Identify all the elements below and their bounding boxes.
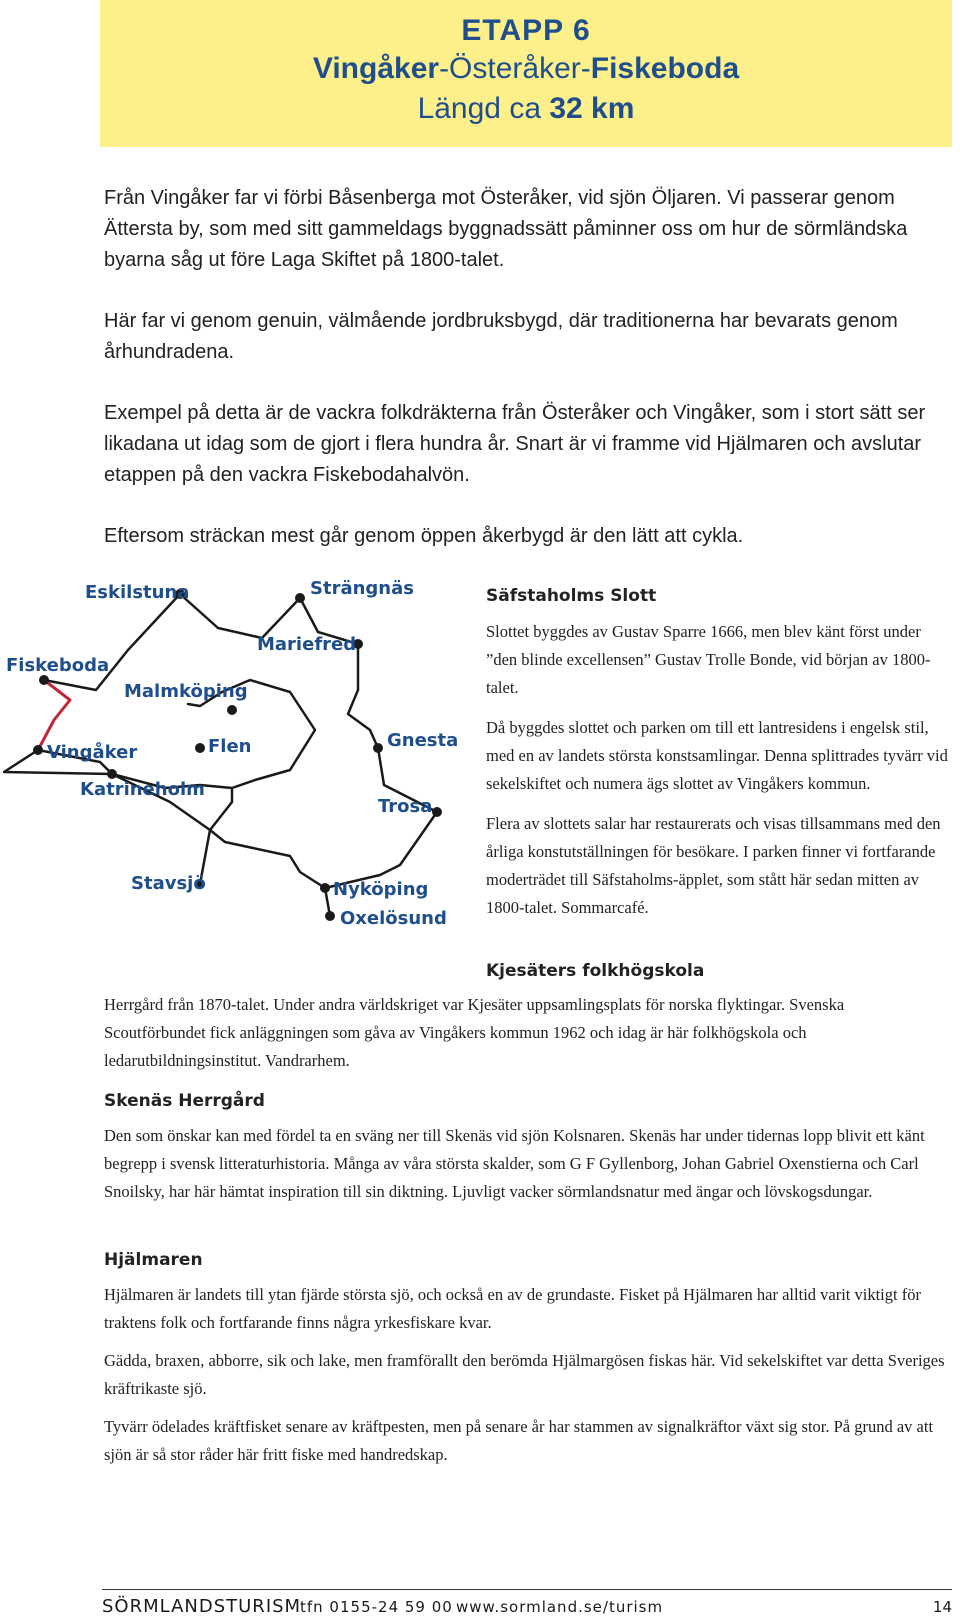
town-label-fiskeboda: Fiskeboda — [6, 655, 110, 676]
road-mariefred-gnesta — [348, 644, 378, 748]
stage-length — [100, 92, 952, 126]
town-label-gnesta: Gnesta — [387, 730, 459, 751]
section-paragraph: Hjälmaren är landets till ytan fjärde största sjö, och också en av de grundaste. Fisket på Hjälmaren har alltid varit viktigt för traktens folk och fortfarande finns några yrkesfiskare kvar. — [104, 1285, 921, 1332]
intro-paragraph: Här far vi genom genuin, välmående jordbruksbygd, där traditionerna har bevarats genom århundradena. — [104, 310, 898, 363]
town-label-nykoping: Nyköping — [333, 879, 429, 900]
stage-route — [100, 52, 952, 86]
section-paragraph: Flera av slottets salar har restaurerats och visas tillsammans med den årliga konstutställningen för besökare. I parken finner vi fortfarande moderträdet till Säfstaholms-äpplet, som stått här sedan mitten av 1800-talet. Sommarcafé. — [486, 814, 941, 917]
skenas-heading: Skenäs Herrgård — [104, 1091, 265, 1111]
marker-strangnas — [295, 593, 305, 603]
intro-text — [104, 183, 946, 582]
road-nykoping-flen — [210, 788, 325, 888]
marker-vingaker — [33, 745, 43, 755]
town-label-stavsjo: Stavsjö — [131, 873, 206, 894]
town-label-malmkoping: Malmköping — [124, 681, 248, 702]
town-label-eskilstuna: Eskilstuna — [85, 582, 190, 603]
town-label-mariefred: Mariefred — [257, 634, 357, 655]
section-heading: Säfstaholms Slott — [486, 586, 657, 606]
town-label-flen: Flen — [208, 736, 252, 757]
marker-fiskeboda — [39, 675, 49, 685]
length-value: 32 km — [549, 92, 635, 125]
footer-website: www.sormland.se/turism — [456, 1598, 664, 1616]
hjalmaren-heading: Hjälmaren — [104, 1250, 203, 1270]
marker-trosa — [432, 807, 442, 817]
kjesater-text — [104, 991, 946, 1085]
section-paragraph: Den som önskar kan med fördel ta en sväng ner till Skenäs vid sjön Kolsnaren. Skenäs har under tidernas lopp blivit ett känt begrepp i svensk litteraturhistoria. Många av våra största skalder, som G F Gyllenborg, Johan Gabriel Oxenstierna och Carl Snoilsky, har här hämtat inspiration till sin diktning. Ljuvligt vacker sörmlandsnatur med ängar och lövskogsdungar. — [104, 1126, 925, 1201]
section-paragraph: Herrgård från 1870-talet. Under andra världskriget var Kjesäter uppsamlingsplats för norska flyktingar. Svenska Scoutförbundet fick anläggningen som gåva av Vingåkers kommun 1962 och idag är här folkhögskola och ledarutbildningsinstitut. Vandrarhem. — [104, 995, 845, 1070]
footer-phone: tfn 0155-24 59 00 — [300, 1598, 453, 1616]
stage-header — [100, 0, 952, 147]
route-map — [0, 580, 470, 970]
skenas-text — [104, 1122, 946, 1216]
route-middle: -Österåker- — [439, 52, 591, 85]
stage-number: ETAPP 6 — [461, 14, 591, 47]
intro-paragraph: Exempel på detta är de vackra folkdräkterna från Österåker och Vingåker, som i stort sätt ser likadana ut idag som de gjort i flera hundra år. Snart är vi framme vid Hjälmaren och avslutar etappen på den vackra Fiskebodahalvön. — [104, 402, 926, 486]
town-label-vingaker: Vingåker — [47, 742, 138, 763]
page-footer — [102, 1589, 952, 1617]
section-paragraph: Slottet byggdes av Gustav Sparre 1666, men blev känt först under ”den blinde excellensen” Gustav Trolle Bonde, vid början av 1800-talet. — [486, 622, 931, 697]
road-trosa-nykoping — [325, 812, 437, 888]
marker-katrineholm — [107, 769, 117, 779]
town-label-trosa: Trosa — [378, 796, 433, 817]
marker-malmkoping — [227, 705, 237, 715]
marker-nykoping — [320, 883, 330, 893]
footer-brand: SÖRMLANDSTURISM — [102, 1596, 302, 1617]
route-start: Vingåker — [312, 52, 440, 85]
town-label-katrineholm: Katrineholm — [80, 779, 205, 800]
section-paragraph: Gädda, braxen, abborre, sik och lake, men framförallt den berömda Hjälmargösen fiskas här. Vid sekelskiftet var detta Sveriges kräftrikaste sjö. — [104, 1351, 945, 1398]
page-number: 14 — [932, 1598, 952, 1616]
stage-route-line — [38, 680, 70, 750]
marker-flen — [195, 743, 205, 753]
section-paragraph: Tyvärr ödelades kräftfisket senare av kräftpesten, men på senare år har stammen av signalkräftor växt sig stor. På grund av att sjön är så stor råder här fritt fiske med handredskap. — [104, 1417, 934, 1464]
intro-paragraph: Från Vingåker far vi förbi Båsenberga mot Österåker, vid sjön Öljaren. Vi passerar genom Ättersta by, som med sitt gammeldags byggnadssätt påminner oss om hur de sörmländska byarna såg ut före Laga Skiftet på 1800-talet. — [104, 187, 908, 271]
route-end: Fiskeboda — [590, 52, 740, 85]
marker-gnesta — [373, 743, 383, 753]
town-label-strangnas: Strängnäs — [310, 578, 414, 599]
section-paragraph: Då byggdes slottet och parken om till ett lantresidens i engelsk stil, med en av landets största konstsamlingar. Denna splittrades tyvärr vid sekelskiftet och numera ägs slottet av Vingåkers kommun. — [486, 718, 948, 793]
safstaholm-section — [486, 582, 948, 934]
length-prefix: Längd ca — [417, 92, 550, 125]
intro-paragraph: Eftersom sträckan mest går genom öppen åkerbygd är den lätt att cykla. — [104, 525, 744, 547]
town-label-oxelosund: Oxelösund — [340, 908, 447, 929]
kjesater-heading: Kjesäters folkhögskola — [486, 961, 705, 981]
marker-oxelosund — [325, 911, 335, 921]
hjalmaren-text — [104, 1281, 946, 1479]
